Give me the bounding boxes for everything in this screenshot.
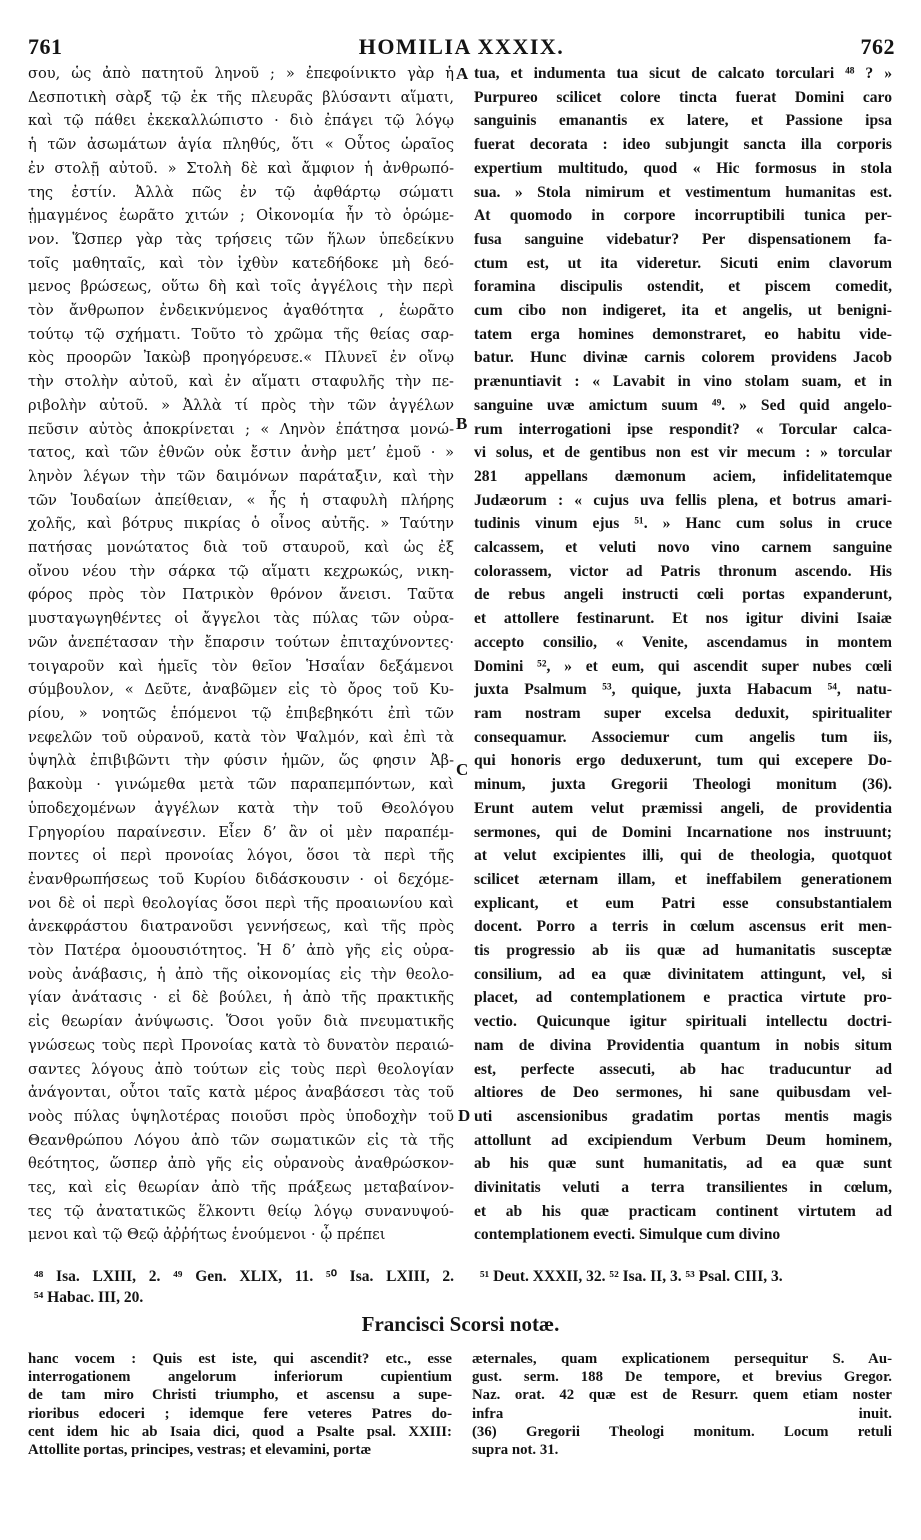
latin-text-line: juxta Psalmum ⁵³, quique, juxta Habacum ⁵⁴, natu- xyxy=(474,681,892,699)
greek-text-line: πεῦσιν αὐτὸς ἀποκρίνεται ; « Ληνὸν ἐπάτησα μονώ- xyxy=(28,420,454,438)
latin-text-line: minum, juxta Gregorii Theologi monitum (36). xyxy=(474,776,892,794)
greek-text-line: Θεανθρώπου Λόγου ἀπὸ τῶν σωματικῶν εἰς τὰ τῆς xyxy=(28,1131,454,1149)
greek-text-line: ὑψηλὰ ἐπιβιβῶντι τὴν φύσιν ἡμῶν, ὥς φησιν Ἀβ- xyxy=(28,752,454,770)
latin-text-column xyxy=(474,62,892,1302)
greek-text-line: τὸν ἄνθρωπον ἐνδεικνύμενος ἀγαθότητα , ἑωρᾶτο xyxy=(28,302,454,320)
notes-heading: Francisci Scorsi notæ. xyxy=(361,1312,560,1336)
greek-text-line: σαντες λόγους ἀπὸ τούτων εἰς τοὺς περὶ θεολογίαν xyxy=(28,1060,454,1078)
latin-text-line: sanguine uvæ amictum suum ⁴⁹. » Sed quid angelo- xyxy=(474,396,892,414)
greek-text-line: νοι δὲ οἱ περὶ θεολογίας ὅσοι περὶ τῆς προαιωνίου καὶ xyxy=(28,894,454,912)
greek-text-line: ἐν στολῇ αὐτοῦ. » Στολὴ δὲ καὶ ἄμφιον ἡ ἀνθρωπό- xyxy=(28,159,454,177)
latin-text-line: calcassem, et veluti novo vino carnem sanguine xyxy=(474,539,892,557)
greek-column-footnotes xyxy=(34,1266,454,1308)
latin-text-line: at velut excipientes illi, qui de theologia, quotquot xyxy=(474,847,892,865)
latin-text-line: sua. » Stola nimirum et vestimentum humanitas est. xyxy=(474,183,892,201)
greek-text-line: μυσταγωγηθέντες οἱ ἄγγελοι τὰς πύλας τῶν οὐρα- xyxy=(28,610,454,628)
greek-text-line: κὸς προορῶν Ἰακὼβ προηγόρευσε.« Πλυνεῖ ἐν οἴνῳ xyxy=(28,349,454,367)
greek-text-line: πατήσας μονώτατος διὰ τοῦ σταυροῦ, καὶ ὡς ἐξ xyxy=(28,539,454,557)
left-page-number: 761 xyxy=(28,34,63,59)
greek-text-line: της ἐστίν. Ἀλλὰ πῶς ἐν τῷ ἀφθάρτῳ σώματι xyxy=(28,183,454,201)
footnote-line: ⁵⁴ Habac. III, 20. xyxy=(34,1289,144,1306)
latin-text-line: fuerat decorata : ideo subjungit sancta illa corporis xyxy=(474,136,892,154)
notes-right-column xyxy=(472,1350,892,1459)
latin-text-line: nam de divina Providentia quantum in nobis situm xyxy=(474,1036,892,1054)
latin-text-line: Purpureo scilicet colore tincta fuerat Domini caro xyxy=(474,88,892,106)
note-line: æternales, quam explicationem persequitur S. Au- xyxy=(472,1351,892,1367)
latin-text-line: colorassem, victor ad Patris thronum ascendo. His xyxy=(474,562,892,580)
page-header xyxy=(28,34,895,60)
greek-text-line: καὶ τῷ πάθει ἐκεκαλλώπιστο · διὸ ἐπάγει τῷ λόγῳ xyxy=(28,112,454,130)
greek-text-line: τούτῳ τῷ σχήματι. Τοῦτο τὸ χρῶμα τῆς θείας σαρ- xyxy=(28,325,454,343)
latin-text-line: vectio. Quicunque igitur spirituali intellectu doctri- xyxy=(474,1013,892,1031)
greek-text-line: ἐνανθρωπήσεως τοῦ Κυρίου διδάσκουσιν · οἱ δεχόμε- xyxy=(28,870,454,888)
greek-text-line: εἰς θεωρίαν ἀνύψωσις. Ὅσοι γοῦν διὰ πνευματικῆς xyxy=(28,1013,454,1031)
greek-text-line: τοιγαροῦν καὶ ἡμεῖς τὸν θεῖον Ἡσαΐαν δεξάμενοι xyxy=(28,657,454,675)
greek-text-line: Δεσποτικὴ σὰρξ τῷ ἐκ τῆς πλευρᾶς βλύσαντι αἵματι, xyxy=(28,88,454,106)
note-line: (36) Gregorii Theologi monitum. Locum retuli xyxy=(472,1423,892,1440)
greek-text-line: θεότητος, ὥσπερ ἀπὸ γῆς εἰς οὐρανοὺς ἀναθρώσκον- xyxy=(28,1155,454,1173)
latin-text-line: sermones, qui de Domini Incarnatione nos instruunt; xyxy=(474,823,892,841)
latin-text-line: vi solus, et de gentibus non est vir mecum : » torcular xyxy=(474,444,892,462)
greek-text-line: νοὸς πύλας ὑψηλοτέρας ποιοῦσι πρὸς ὑποδοχὴν τοῦ xyxy=(28,1107,454,1125)
latin-text-line: fusa sanguine videbatur? Per dispensationem fa- xyxy=(474,230,892,248)
greek-text-line: σου, ὡς ἀπὸ πατητοῦ ληνοῦ ; » ἐπεφοίνικτο γὰρ ἡ xyxy=(28,65,454,82)
greek-text-line: ριβολὴν αὐτοῦ. » Ἀλλὰ τί πρὸς τὴν τῶν ἀγγέλων xyxy=(28,396,454,414)
greek-text-line: γνώσεως τοὺς περὶ Προνοίας κατὰ τὸ δυνατὸν περαιώ- xyxy=(28,1036,454,1054)
greek-text-line: γίαν ἀνάτασις · εἰ δὲ βούλει, ἡ ἀπὸ τῆς πρακτικῆς xyxy=(28,989,454,1007)
latin-text-line: divinitatis veluti a terra transilientes in cœlum, xyxy=(474,1179,892,1197)
latin-text-line: rum interrogationi ipse respondit? « Torcular calca- xyxy=(474,420,892,438)
latin-text-line: est, perfecte assecuti, ab hac traducuntur ad xyxy=(474,1060,892,1078)
latin-text-line: Erunt autem velut præmissi angeli, de providentia xyxy=(474,799,892,817)
greek-text-line: τὴν στολὴν αὐτοῦ, καὶ ἐν αἵματι σταφυλῆς τὴν πε- xyxy=(28,373,454,391)
note-line: interrogationem angelorum inferiorum cupientium xyxy=(28,1369,452,1386)
latin-text-line: consequamur. Associemur cum angelis tum iis, xyxy=(474,728,892,746)
notes-left-column xyxy=(28,1350,452,1459)
greek-text-line: ληνὸν λέγων τὴν τῶν δαιμόνων παράταξιν, καὶ τὴν xyxy=(28,467,454,485)
latin-text-line: contemplationem evecti. Simulque cum divino xyxy=(474,1226,781,1244)
latin-text-line: batur. Hunc divinæ carnis colorem providens Jacob xyxy=(474,349,892,367)
greek-text-line: Γρηγορίου παραίνεσιν. Εἶεν δ’ ἂν οἱ μὲν παραπέμ- xyxy=(28,823,454,841)
margin-marker-b: B xyxy=(456,414,468,433)
latin-text-line: tua, et indumenta tua sicut de calcato torculari ⁴⁸ ? » xyxy=(474,65,892,82)
greek-text-line: νον. Ὥσπερ γὰρ τὰς τρήσεις τῶν ἥλων ὑπεδείκνυ xyxy=(28,230,454,248)
latin-text-line: accepto consilio, « Venite, ascendamus in montem xyxy=(474,633,892,651)
latin-text-line: placet, ad contemplationem e practica virtute pro- xyxy=(474,989,892,1007)
greek-text-line: τες τῷ ἀνατατικῶς ἕλκοντι θείῳ λόγῳ συνανυψού- xyxy=(28,1202,454,1220)
latin-text-line: et attollere festinarunt. Et nos igitur divini Isaiæ xyxy=(474,610,892,628)
greek-text-line: νοὺς ἀνάβασις, ἡ ἀπὸ τῆς οἰκονομίας εἰς τὴν θεολο- xyxy=(28,965,454,983)
latin-text-line: de rebus angeli instructi cœli portas expanderunt, xyxy=(474,586,892,604)
greek-text-line: χολῆς, καὶ βότρυς πικρίας ὁ οἶνος αὐτῆς. » Ταύτην xyxy=(28,515,454,533)
latin-text-line: ram nostram super excelsa deduxit, spiritualiter xyxy=(474,704,892,722)
latin-text-line: tatem erga homines demonstraret, eo habitu vide- xyxy=(474,325,892,343)
latin-text-line: altiores de Deo sermones, hi sane quibusdam vel- xyxy=(474,1084,892,1102)
latin-text-line: et ab his quæ practicam continent virtutem ad xyxy=(474,1202,892,1220)
greek-text-line: ὑποδεχομένων ἀγγέλων κατὰ τὴν τοῦ Θεολόγου xyxy=(28,799,454,817)
note-line: supra not. 31. xyxy=(472,1442,559,1459)
greek-text-line: οἴνου νέου τὴν σάρκα τῷ αἵματι κεχρωκώς, νικη- xyxy=(28,562,454,580)
greek-text-line: ᾑμαγμένος ἑωρᾶτο χιτών ; Οἰκονομία ἦν τὸ ὁρώμε- xyxy=(28,207,454,225)
latin-text-line: sanguinis emanantis ex latere, et Passione ipsa xyxy=(474,112,892,130)
note-line: infra inuit. xyxy=(472,1405,892,1422)
note-line: de tam miro Christi triumpho, et ascensu a supe- xyxy=(28,1387,452,1404)
margin-marker-a: A xyxy=(456,64,469,83)
footnote-line: ⁵¹ Deut. XXXII, 32. ⁵² Isa. II, 3. ⁵³ Psal. CIII, 3. xyxy=(480,1268,783,1285)
greek-text-line: βακοὺμ · γινώμεθα μετὰ τῶν παραπεμπόντων, καὶ xyxy=(28,776,454,794)
margin-marker-c: C xyxy=(456,760,469,779)
greek-text-line: τῶν Ἰουδαίων ἀπείθειαν, « ἧς ἡ σταφυλὴ πλήρης xyxy=(28,491,454,509)
latin-text-line: Domini ⁵², » et eum, qui ascendit super nubes cœli xyxy=(474,657,892,675)
greek-text-line: νῶν ἀνεπέτασαν τὴν ἔπαρσιν τούτων ἐπιταχύνοντες· xyxy=(28,633,454,651)
greek-text-column xyxy=(28,62,454,1302)
greek-text-line: τοῖς μαθηταῖς, καὶ τὸν ἰχθὺν κατεδήδοκε μὴ δεό- xyxy=(28,254,454,272)
latin-text-line: docent. Porro a terris in cœlum ascensus erit men- xyxy=(474,918,892,936)
note-line: cent idem hic ab Isaia dici, quod a Psalte psal. XXIII: xyxy=(28,1423,452,1440)
greek-text-line: τατος, καὶ τῶν ἐθνῶν οὐκ ἔστιν ἀνὴρ μετ’ ἐμοῦ · » xyxy=(28,444,454,462)
greek-text-line: μενοι καὶ τῷ Θεῷ ἀῤῥήτως ἑνούμενοι · ᾧ πρέπει xyxy=(28,1226,386,1244)
greek-text-line: μενος βρώσεως, οὕτω δὴ καὶ τοῖς ἀγγέλοις τὴν περὶ xyxy=(28,278,454,296)
latin-text-line: tis progressio ab iis quæ ad humanitatis susceptæ xyxy=(474,942,892,960)
greek-text-line: νεφελῶν τοῦ οὐρανοῦ, κατὰ τὸν Ψαλμόν, καὶ ἐπὶ τὰ xyxy=(28,728,454,746)
page-title: HOMILIA XXXIX. xyxy=(358,34,565,59)
note-line: rioribus edoceri ; idemque fere veteres Patres do- xyxy=(28,1405,452,1422)
note-line: Attollite portas, principes, vestras; et elevamini, portæ xyxy=(28,1442,372,1459)
greek-text-line: ἀνεκφράστου διατρανοῦσι γεννήσεως, καὶ τῆς πρὸς xyxy=(28,918,454,936)
greek-text-line: φόρος πρὸς τὸν Πατρικὸν θρόνον ἄνεισι. Ταῦτα xyxy=(28,586,454,604)
greek-text-line: ποντες οἱ περὶ προνοίας λόγοι, ὅσοι τὰ περὶ τῆς xyxy=(28,847,454,865)
greek-text-line: σύμβουλον, « Δεῦτε, ἀναβῶμεν εἰς τὸ ὄρος τοῦ Κυ- xyxy=(28,681,454,699)
greek-text-line: τὸν Πατέρα ὁμοουσιότητος. Ἡ δ’ ἀπὸ γῆς εἰς οὐρα- xyxy=(28,942,454,960)
greek-text-line: ρίου, » νοητῶς ἑπόμενοι τῷ ἐπιβεβηκότι ἐπὶ τῶν xyxy=(28,704,454,722)
latin-text-line: explicant, et eum Patri esse consubstantialem xyxy=(474,894,892,912)
latin-text-line: consilium, ad ea quæ divinitatem attingunt, vel, si xyxy=(474,965,892,983)
latin-text-line: cum cibo non indigeret, ita et angelis, ut benigni- xyxy=(474,302,892,320)
latin-text-line: 281 appellans dæmonum aciem, infidelitatemque xyxy=(474,467,892,485)
latin-text-line: scilicet æternam illam, et ineffabilem generationem xyxy=(474,870,892,888)
note-line: hanc vocem : Quis est iste, qui ascendit? etc., esse xyxy=(28,1351,452,1367)
latin-column-footnotes xyxy=(480,1266,892,1287)
latin-text-line: At quomodo in corpore incorruptibili tunica per- xyxy=(474,207,892,225)
latin-text-line: attollunt ad excipiendum Verbum Deum hominem, xyxy=(474,1131,892,1149)
margin-marker-d: D xyxy=(458,1106,471,1125)
greek-text-line: τες, καὶ εἰς θεωρίαν ἀπὸ τῆς πράξεως μεταβαίνον- xyxy=(28,1179,454,1197)
latin-text-line: ctum est, ut ita videretur. Sicuti enim clavorum xyxy=(474,254,892,272)
right-page-number: 762 xyxy=(860,34,895,59)
footnote-line: ⁴⁸ Isa. LXIII, 2. ⁴⁹ Gen. XLIX, 11. ⁵⁰ Isa. LXIII, 2. xyxy=(34,1268,454,1285)
note-line: gust. serm. 188 De tempore, et brevius Gregor. xyxy=(472,1369,892,1386)
note-line: Naz. orat. 42 quæ est de Resurr. quem etiam noster xyxy=(472,1387,892,1404)
latin-text-line: Judæorum : « cujus uva fellis plena, et botrus amari- xyxy=(474,491,892,509)
latin-text-line: prænuntiavit : « Lavabit in vino stolam suam, et in xyxy=(474,373,892,391)
latin-text-line: tudinis vinum ejus ⁵¹. » Hanc cum solus in cruce xyxy=(474,515,892,533)
latin-text-line: ab his quæ sunt humanitatis, ad ea quæ sunt xyxy=(474,1155,892,1173)
latin-text-line: uti ascensionibus gradatim portas mentis magis xyxy=(474,1107,892,1125)
greek-text-line: ἀνάγονται, οὗτοι ταῖς κατὰ μέρος ἀναβάσεσι τὰς τοῦ xyxy=(28,1084,454,1102)
latin-text-line: qui honoris ergo deduxerunt, tum qui excepere Do- xyxy=(474,752,892,770)
latin-text-line: expertium multitudo, quod « Hic formosus in stola xyxy=(474,159,892,177)
greek-text-line: ἡ τῶν ἀσωμάτων ἁγία πληθύς, ὅτι « Οὗτος ὡραῖος xyxy=(28,136,454,154)
latin-text-line: foramina discipulis ostendit, et piscem comedit, xyxy=(474,278,892,296)
